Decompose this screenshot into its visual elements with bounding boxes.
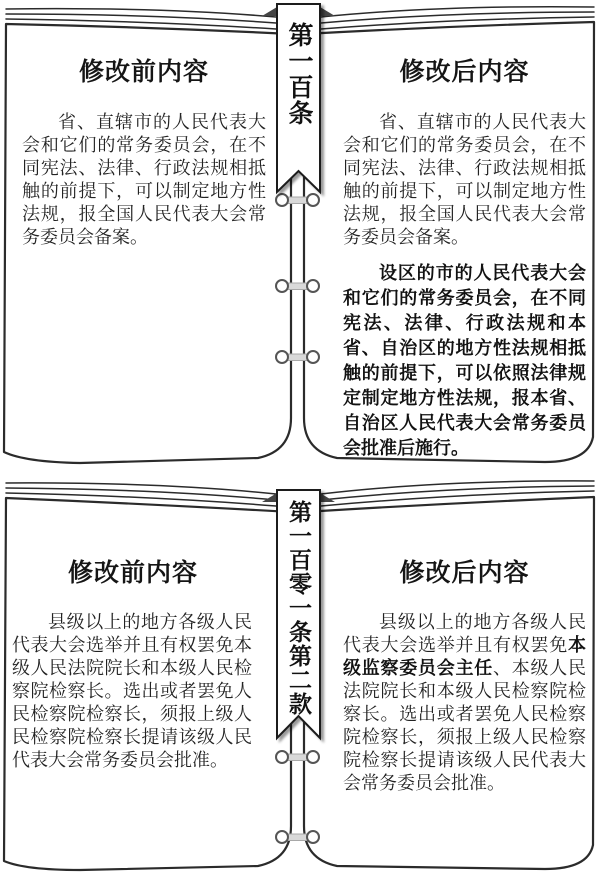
paragraph (22, 111, 266, 249)
before-title: 修改前内容 (78, 58, 209, 86)
binder-ring-icon (276, 351, 319, 363)
text-segment: 省、直辖市的人民代表大会和它们的常务委员会，在不同宪法、法律、行政法规相抵触的前提下，可以制定地方性法规，报全国人民代表大会常务委员会备案。 (343, 112, 586, 247)
binder-ring-icon (276, 194, 319, 206)
text-segment: 设区的市的人民代表大会和它们的常务委员会，在不同宪法、法律、行政法规和本省、自治区的地方性法规相抵触的前提下，可以依照法律规定制定地方性法规，报本省、自治区人民代表大会常务委员会批准后施行。 (343, 263, 586, 458)
after-title: 修改后内容 (399, 559, 530, 587)
after-title: 修改后内容 (399, 58, 530, 86)
text-segment: 县级以上的地方各级人民代表大会选举并且有权罢免 (343, 612, 586, 655)
binder-ring-icon (276, 831, 319, 843)
binder-ring-icon (276, 751, 319, 763)
text-segment: 省、直辖市的人民代表大会和它们的常务委员会，在不同宪法、法律、行政法规相抵触的前提下，可以制定地方性法规，报全国人民代表大会常务委员会备案。 (22, 112, 266, 247)
ribbon-flap (320, 7, 335, 16)
before-title: 修改前内容 (67, 559, 198, 587)
text-segment-bold: 本级监察委员会主任 (343, 635, 586, 678)
ribbon-flap (320, 493, 335, 502)
paragraph-added (343, 261, 586, 461)
text-segment: 、本级人民法院院长和本级人民检察院检察长。选出或者罢免人民检察院检察长，须报上级人民检察院检察长提请该级人民代表大会常务委员会批准。 (343, 658, 586, 793)
text-segment: 县级以上的地方各级人民代表大会选举并且有权罢免本级人民法院院长和本级人民检察院检察长。选出或者罢免人民检察院检察长，须报上级人民检察院检察长提请该级人民代表大会常务委员会批准。 (12, 612, 252, 770)
article-ribbon: 第一百零一条第二款 (286, 500, 312, 716)
paragraph (343, 111, 586, 249)
after-content (343, 111, 586, 461)
after-content (343, 611, 586, 795)
before-content (12, 611, 252, 772)
ribbon-flap (262, 493, 277, 502)
binder-ring-icon (276, 280, 319, 292)
article-ribbon: 第一百条 (285, 22, 313, 126)
paragraph (343, 611, 586, 795)
paragraph (12, 611, 252, 772)
before-content (22, 111, 266, 249)
ribbon-flap (262, 7, 277, 16)
